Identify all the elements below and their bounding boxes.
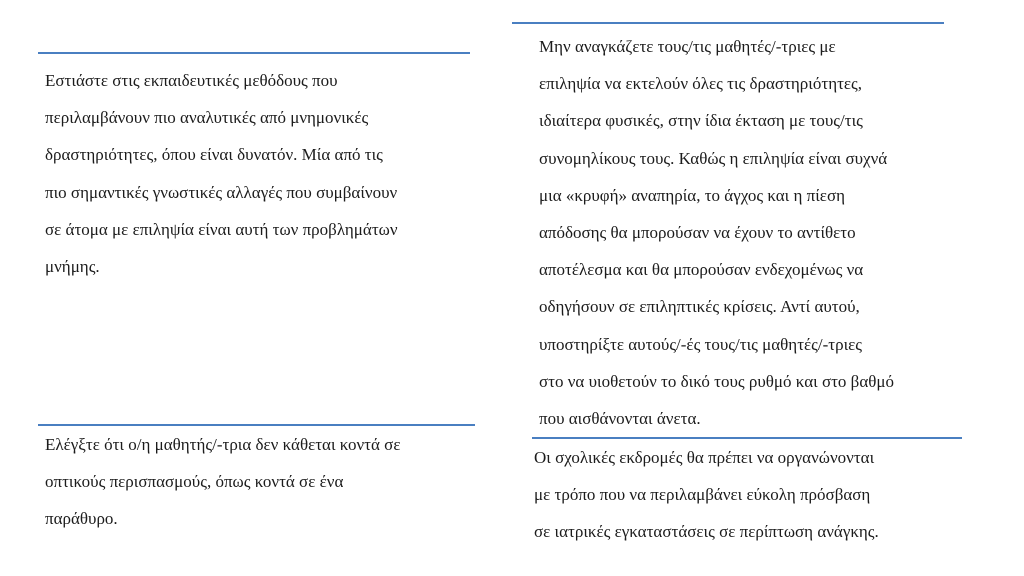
text-line: σε άτομα με επιληψία είναι αυτή των προβλημάτων xyxy=(45,219,398,239)
text-line: Οι σχολικές εκδρομές θα πρέπει να οργανώνονται xyxy=(534,448,875,467)
text-line: Ελέγξτε ότι ο/η μαθητής/-τρια δεν κάθεται κοντά σε xyxy=(45,435,401,454)
text-line: Εστιάστε στις εκπαιδευτικές μεθόδους που xyxy=(45,71,338,90)
tip-box-activity-pace xyxy=(512,22,972,437)
text-line: πιο σημαντικές γνωστικές αλλαγές που συμβαίνουν xyxy=(45,182,398,202)
tip-box-analytical-methods xyxy=(38,52,508,285)
text-line: στο να υιοθετούν το δικό τους ρυθμό και στο βαθμό xyxy=(539,371,894,391)
tip-text xyxy=(532,439,972,551)
tip-text xyxy=(38,62,508,285)
text-line: που αισθάνονται άνετα. xyxy=(539,409,701,429)
text-line: υποστηρίξτε αυτούς/-ές τους/τις μαθητές/-τριες xyxy=(539,334,863,354)
text-line: σε ιατρικές εγκαταστάσεις σε περίπτωση ανάγκης. xyxy=(534,522,879,542)
text-line: μνήμης. xyxy=(45,257,100,277)
tip-text xyxy=(512,28,972,437)
text-line: οπτικούς περισπασμούς, όπως κοντά σε ένα xyxy=(45,472,344,492)
text-line: Μην αναγκάζετε τους/τις μαθητές/-τριες με xyxy=(539,37,836,56)
text-line: παράθυρο. xyxy=(45,509,118,529)
text-line: ιδιαίτερα φυσικές, στην ίδια έκταση με τους/τις xyxy=(539,111,863,131)
box-top-rule xyxy=(38,52,470,54)
text-line: επιληψία να εκτελούν όλες τις δραστηριότητες, xyxy=(539,74,863,94)
text-line: απόδοσης θα μπορούσαν να έχουν το αντίθετο xyxy=(539,223,856,243)
text-line: οδηγήσουν σε επιληπτικές κρίσεις. Αντί αυτού, xyxy=(539,297,860,317)
text-line: μια «κρυφή» αναπηρία, το άγχος και η πίεση xyxy=(539,185,845,205)
text-line: περιλαμβάνουν πιο αναλυτικές από μνημονικές xyxy=(45,108,369,128)
text-line: συνομηλίκους τους. Καθώς η επιληψία είναι συχνά xyxy=(539,148,888,168)
box-top-rule xyxy=(512,22,944,24)
text-line: αποτέλεσμα και θα μπορούσαν ενδεχομένως να xyxy=(539,260,864,280)
text-line: με τρόπο που να περιλαμβάνει εύκολη πρόσβαση xyxy=(534,485,871,505)
text-line: δραστηριότητες, όπου είναι δυνατόν. Μία από τις xyxy=(45,145,383,165)
tip-box-school-trips xyxy=(532,437,972,551)
tip-text xyxy=(38,426,508,538)
tip-box-visual-distractions xyxy=(38,424,508,538)
